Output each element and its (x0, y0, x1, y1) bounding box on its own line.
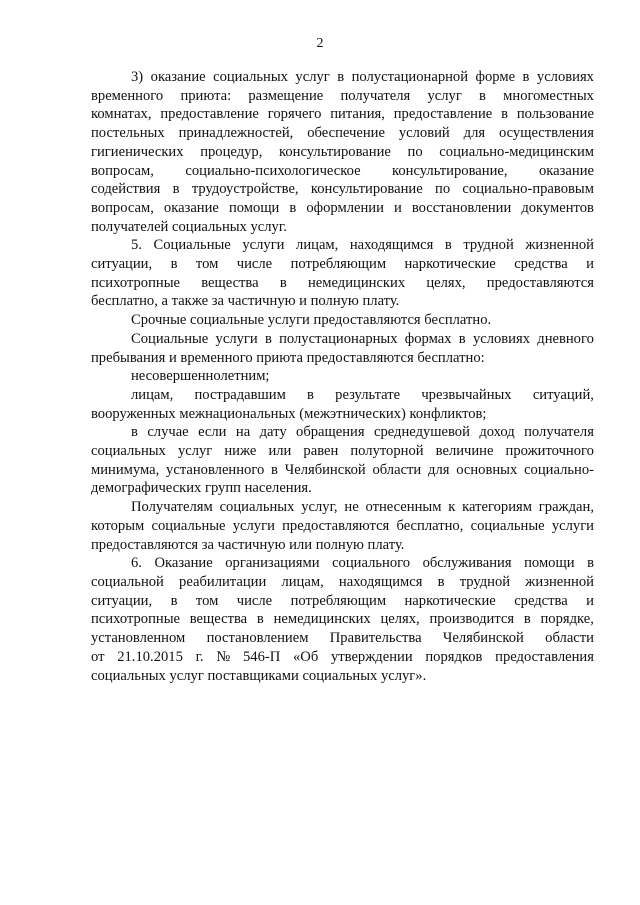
text-line: пребывания и временного приюта предоставляются бесплатно: (91, 349, 485, 366)
paragraph-p7 (91, 423, 594, 498)
paragraph-p5 (91, 367, 594, 386)
text-line: Получателям социальных услуг, не отнесенным к категориям граждан, (131, 499, 594, 516)
paragraph-p3 (91, 311, 594, 330)
text-line: ситуации, в том числе потребляющим наркотические средства и (91, 592, 594, 609)
page-number: 2 (316, 36, 324, 51)
document-body (91, 68, 594, 685)
text-line: вооруженных межнациональных (межэтнических) конфликтов; (91, 405, 487, 422)
text-line: временного приюта: размещение получателя услуг в многоместных (91, 87, 594, 104)
text-line: содействия в трудоустройстве, консультирование по социально-правовым (91, 181, 594, 198)
text-line: гигиенических процедур, консультирование по социально-медицинским (91, 143, 594, 160)
text-line: получателей социальных услуг. (91, 218, 287, 235)
paragraph-p8 (91, 498, 594, 554)
text-line: несовершеннолетним; (131, 368, 270, 385)
paragraph-p6 (91, 386, 594, 423)
text-line: бесплатно, а также за частичную и полную плату. (91, 293, 400, 310)
text-line: вопросам, оказание помощи в оформлении и восстановлении документов (91, 199, 594, 216)
text-line: в случае если на дату обращения среднедушевой доход получателя (131, 424, 594, 441)
text-line: предоставляются за частичную или полную плату. (91, 536, 405, 553)
text-line: демографических групп населения. (91, 480, 312, 497)
text-line: лицам, пострадавшим в результате чрезвычайных ситуаций, (131, 386, 594, 403)
text-line: постельных принадлежностей, обеспечение условий для осуществления (91, 125, 594, 142)
text-line: которым социальные услуги предоставляются бесплатно, социальные услуги (91, 517, 594, 534)
text-line: психотропные вещества в немедицинских целях, производится в порядке, (91, 611, 594, 628)
text-line: комнатах, предоставление горячего питания, предоставление в пользование (91, 106, 594, 123)
text-line: от 21.10.2015 г. № 546-П «Об утверждении порядков предоставления (91, 648, 594, 665)
text-line: Социальные услуги в полустационарных формах в условиях дневного (131, 330, 594, 347)
text-line: социальной реабилитации лицам, находящимся в трудной жизненной (91, 573, 594, 590)
text-line: минимума, установленного в Челябинской области для основных социально- (91, 461, 594, 478)
text-line: установленном постановлением Правительства Челябинской области (91, 630, 594, 647)
text-line: вопросам, социально-психологическое консультирование, оказание (91, 162, 594, 179)
text-line: социальных услуг поставщиками социальных услуг». (91, 667, 427, 684)
text-line: 6. Оказание организациями социального обслуживания помощи в (131, 555, 594, 572)
paragraph-p2 (91, 236, 594, 311)
paragraph-p1 (91, 68, 594, 236)
text-line: Срочные социальные услуги предоставляются бесплатно. (131, 312, 492, 329)
paragraph-p4 (91, 330, 594, 367)
text-line: социальных услуг ниже или равен полуторной величине прожиточного (91, 443, 594, 460)
paragraph-p9 (91, 554, 594, 685)
text-line: 5. Социальные услуги лицам, находящимся в трудной жизненной (131, 237, 594, 254)
text-line: ситуации, в том числе потребляющим наркотические средства и (91, 256, 594, 273)
text-line: психотропные вещества в немедицинских целях, предоставляются (91, 274, 594, 291)
text-line: 3) оказание социальных услуг в полустационарной форме в условиях (131, 69, 594, 85)
